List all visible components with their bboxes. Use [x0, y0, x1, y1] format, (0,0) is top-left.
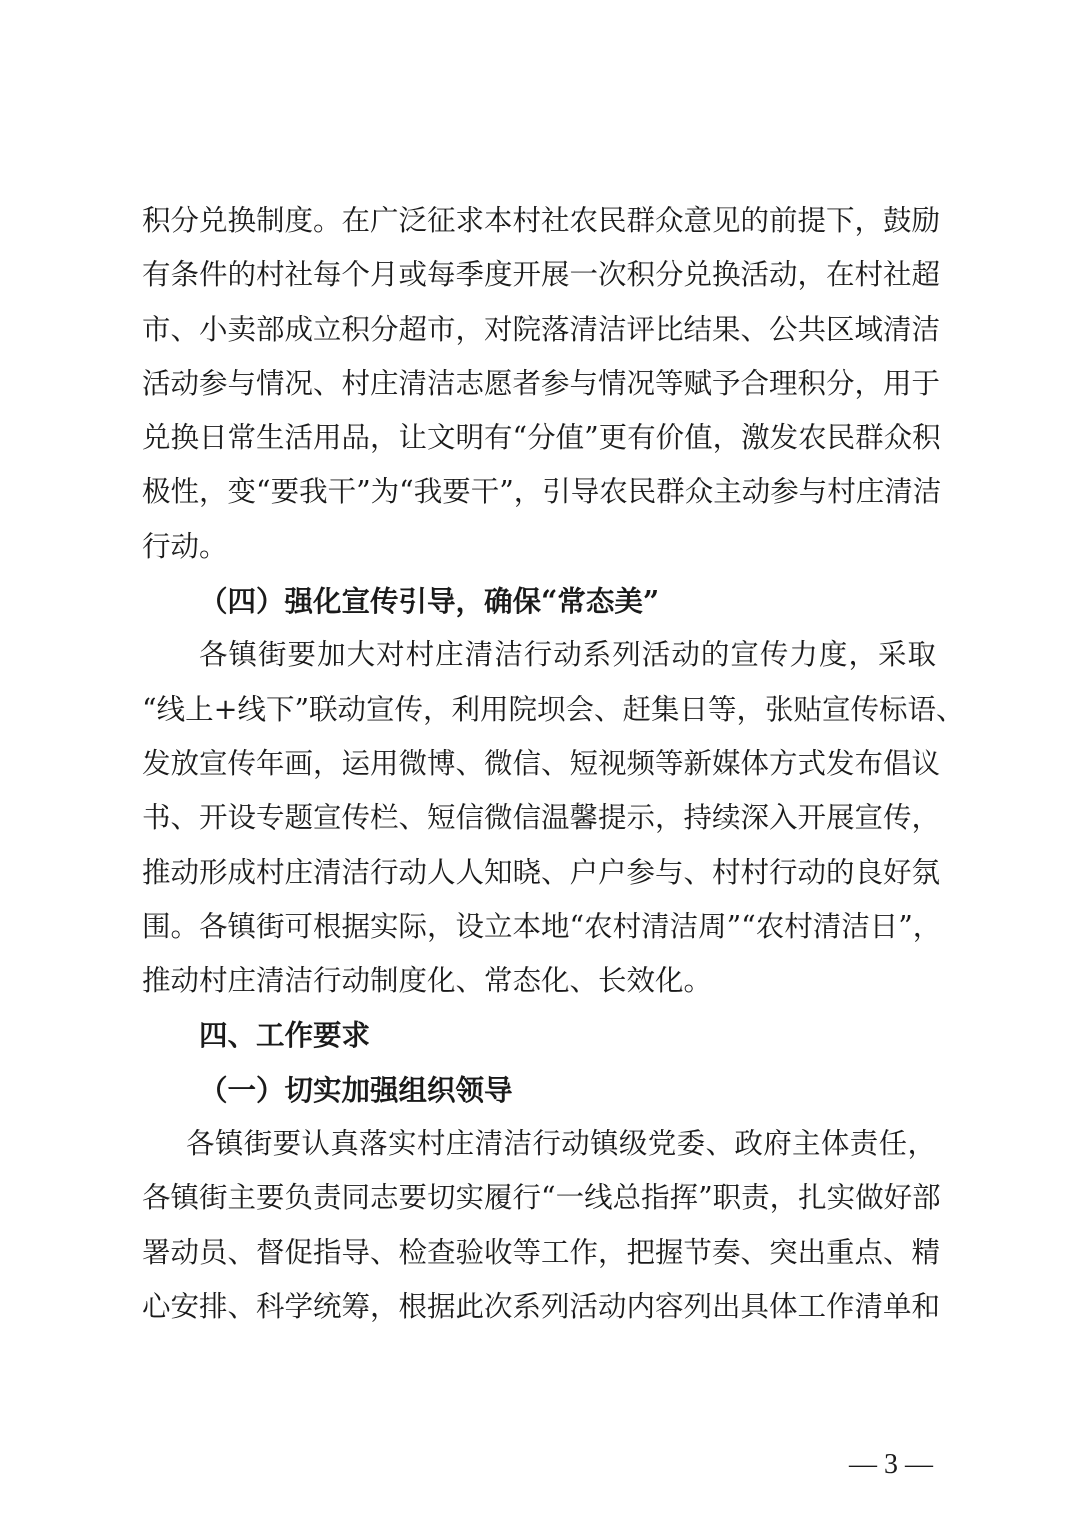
body-text-line: “线上+线下”联动宣传，利用院坝会、赶集日等，张贴宣传标语、 — [142, 692, 965, 726]
body-text-line: 积分兑换制度。在广泛征求本村社农民群众意见的前提下，鼓励 — [142, 204, 941, 237]
section-heading: 四、工作要求 — [199, 1018, 371, 1053]
section-subheading: （四）强化宣传引导，确保“常态美” — [199, 584, 660, 619]
body-text-line: 极性，变“要我干”为“我要干”，引导农民群众主动参与村庄清洁 — [142, 475, 942, 509]
body-text-line: 市、小卖部成立积分超市，对院落清洁评比结果、公共区域清洁 — [142, 312, 941, 346]
body-text-line: 各镇街主要负责同志要切实履行“一线总指挥”职责，扎实做好部 — [142, 1181, 941, 1215]
body-text-line: 心安排、科学统筹，根据此次系列活动内容列出具体工作清单和 — [142, 1289, 941, 1323]
body-text-line: 推动村庄清洁行动制度化、常态化、长效化。 — [142, 964, 713, 998]
body-text-line: 书、开设专题宣传栏、短信微信温馨提示，持续深入开展宣传， — [142, 801, 941, 835]
body-text-line: 活动参与情况、村庄清洁志愿者参与情况等赋予合理积分，用于 — [142, 366, 941, 400]
body-text-line: 行动。 — [142, 529, 228, 563]
body-text-line: 发放宣传年画，运用微博、微信、短视频等新媒体方式发布倡议 — [142, 746, 941, 780]
body-text-line: 署动员、督促指导、检查验收等工作，把握节奏、突出重点、精 — [142, 1235, 941, 1269]
section-subheading: （一）切实加强组织领导 — [199, 1072, 513, 1107]
page-number: — 3 — — [849, 1449, 933, 1480]
document-body — [142, 194, 965, 1334]
body-text-line: 有条件的村社每个月或每季度开展一次积分兑换活动，在村社超 — [142, 258, 941, 292]
body-text-line: 围。各镇街可根据实际，设立本地“农村清洁周”“农村清洁日”， — [142, 909, 942, 943]
body-text-line: 各镇街要认真落实村庄清洁行动镇级党委、政府主体责任， — [186, 1127, 936, 1161]
body-text-line: 兑换日常生活用品，让文明有“分值”更有价值，激发农民群众积 — [142, 421, 941, 455]
body-text-line: 推动形成村庄清洁行动人人知晓、户户参与、村村行动的良好氛 — [142, 855, 941, 889]
body-text-line: 各镇街要加大对村庄清洁行动系列活动的宣传力度，采取 — [199, 638, 936, 672]
